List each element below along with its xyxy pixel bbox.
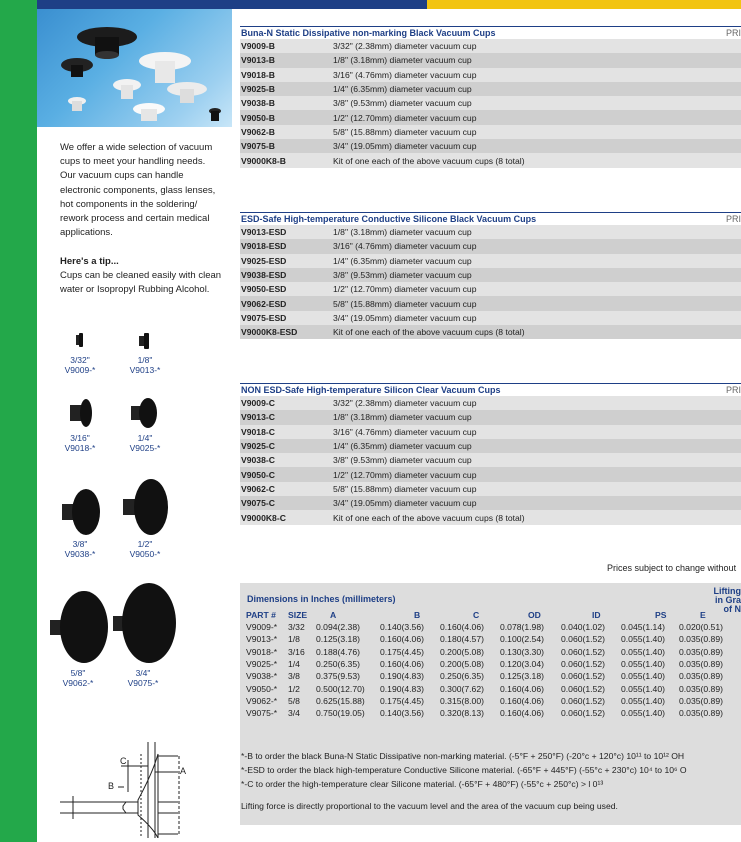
- section-title: [240, 383, 741, 396]
- part-number: V9009-B: [241, 41, 275, 52]
- lifting-force-note: Lifting force is directly proportional to the vacuum level and the area of the vacuum cup being used.: [241, 801, 618, 811]
- lifting-line: in Gra: [714, 595, 741, 605]
- part-number: V9018-C: [241, 426, 275, 437]
- part-description: 3/16" (4.76mm) diameter vacuum cup: [333, 426, 477, 437]
- cup-size: 1/4": [137, 432, 153, 443]
- table-cell: 0.250(6.35): [316, 659, 360, 670]
- table-row: [240, 510, 741, 524]
- table-cell: 0.300(7.62): [440, 683, 484, 694]
- table-cell: 5/8: [288, 695, 300, 706]
- table-cell: 0.188(4.76): [316, 646, 360, 657]
- part-description: 3/8" (9.53mm) diameter vacuum cup: [333, 98, 472, 109]
- cup-icon-1-2: [115, 478, 175, 560]
- table-row: [246, 646, 739, 658]
- part-description: Kit of one each of the above vacuum cups (8 total): [333, 155, 525, 166]
- table-cell: 0.180(4.57): [440, 634, 484, 645]
- part-number: V9062-ESD: [241, 298, 287, 309]
- col-header: PS: [655, 609, 667, 620]
- part-description: 3/4" (19.05mm) diameter vacuum cup: [333, 312, 477, 323]
- table-row: [240, 311, 741, 325]
- green-side-bar: [0, 0, 37, 842]
- table-cell: 0.040(1.02): [561, 622, 605, 633]
- part-description: 3/16" (4.76mm) diameter vacuum cup: [333, 241, 477, 252]
- table-cell: 0.125(3.18): [316, 634, 360, 645]
- part-number: V9000K8-C: [241, 512, 286, 523]
- table-cell: V9009-*: [246, 622, 278, 633]
- price-header: PRI: [725, 28, 741, 38]
- table-row: [246, 670, 739, 682]
- table-cell: 0.160(4.06): [380, 659, 424, 670]
- part-number: V9000K8-ESD: [241, 327, 298, 338]
- part-description: 3/8" (9.53mm) diameter vacuum cup: [333, 270, 472, 281]
- table-cell: 0.200(5.08): [440, 659, 484, 670]
- table-row: [240, 96, 741, 110]
- table-cell: V9025-*: [246, 659, 278, 670]
- intro-line: We offer a wide selection of vacuum: [60, 142, 213, 153]
- product-rows: [240, 396, 741, 525]
- intro-line: Our vacuum cups can handle: [60, 170, 184, 182]
- section-title-text: NON ESD-Safe High-temperature Silicon Clear Vacuum Cups: [241, 385, 501, 395]
- lifting-line: Lifting: [713, 586, 741, 596]
- table-cell: 3/16: [288, 646, 305, 657]
- table-cell: 0.035(0.89): [679, 695, 723, 706]
- part-description: 1/2" (12.70mm) diameter vacuum cup: [333, 284, 477, 295]
- part-number: V9075-ESD: [241, 312, 287, 323]
- table-cell: 0.160(4.06): [500, 683, 544, 694]
- table-cell: 1/8: [288, 634, 300, 645]
- table-cell: 0.055(1.40): [621, 671, 665, 682]
- part-description: 1/8" (3.18mm) diameter vacuum cup: [333, 227, 472, 238]
- cup-part: V9062-*: [62, 678, 94, 688]
- col-header: ID: [592, 609, 601, 620]
- table-row: [240, 53, 741, 67]
- table-row: [240, 496, 741, 510]
- cup-icon-1-4: [115, 396, 175, 454]
- table-row: [240, 453, 741, 467]
- table-cell: 0.160(4.06): [440, 622, 484, 633]
- part-number: V9013-ESD: [241, 227, 287, 238]
- part-description: 1/8" (3.18mm) diameter vacuum cup: [333, 55, 472, 66]
- cup-size: 3/4": [135, 667, 151, 678]
- cup-dimension-drawing: [58, 742, 198, 842]
- table-cell: 0.190(4.83): [380, 683, 424, 694]
- part-number: V9000K8-B: [241, 155, 286, 166]
- table-cell: 0.500(12.70): [316, 683, 365, 694]
- intro-line: hot components in the soldering/: [60, 198, 198, 210]
- part-number: V9075-C: [241, 498, 275, 509]
- table-cell: 0.315(8.00): [440, 695, 484, 706]
- table-row: [240, 68, 741, 82]
- table-cell: V9018-*: [246, 646, 278, 657]
- table-row: [246, 633, 739, 645]
- table-cell: 0.060(1.52): [561, 634, 605, 645]
- intro-text: [60, 141, 230, 240]
- part-number: V9062-B: [241, 126, 275, 137]
- table-cell: 1/2: [288, 683, 300, 694]
- part-description: Kit of one each of the above vacuum cups (8 total): [333, 512, 525, 523]
- cup-part: V9075-*: [127, 678, 159, 688]
- part-number: V9013-B: [241, 55, 275, 66]
- part-number: V9050-B: [241, 112, 275, 123]
- table-cell: 0.035(0.89): [679, 708, 723, 719]
- table-cell: 0.055(1.40): [621, 695, 665, 706]
- cup-part: V9009-*: [64, 365, 96, 375]
- table-cell: 0.055(1.40): [621, 646, 665, 657]
- table-cell: 0.055(1.40): [621, 659, 665, 670]
- cup-size: 3/32": [70, 354, 90, 365]
- table-row: [240, 425, 741, 439]
- cup-icon-3-8: [50, 488, 110, 560]
- cup-icon-3-4: [113, 582, 173, 689]
- table-cell: 0.055(1.40): [621, 708, 665, 719]
- cup-size: 3/8": [72, 538, 88, 549]
- part-number: V9038-ESD: [241, 270, 287, 281]
- table-cell: 0.020(0.51): [679, 622, 723, 633]
- table-cell: 0.035(0.89): [679, 634, 723, 645]
- footnote-b: *-B to order the black Buna-N Static Dissipative non-marking material. (-5°F + 250°F) (-20°c + 120°c) 10¹¹ to 10¹² OH: [241, 751, 685, 761]
- table-cell: 0.320(8.13): [440, 708, 484, 719]
- tip-block: [60, 255, 230, 298]
- table-row: [240, 82, 741, 96]
- tip-line: water or Isopropyl Rubbing Alcohol.: [60, 284, 210, 296]
- table-row: [246, 621, 739, 633]
- price-change-note: Prices subject to change without: [607, 563, 737, 573]
- table-cell: 0.060(1.52): [561, 646, 605, 657]
- section-title: [240, 212, 741, 225]
- cup-icon-3-16: [50, 396, 110, 454]
- table-cell: 0.250(6.35): [440, 671, 484, 682]
- table-row: [246, 658, 739, 670]
- part-number: V9025-ESD: [241, 255, 287, 266]
- cup-icon-3-32: [50, 332, 110, 376]
- lifting-line: of N: [723, 604, 741, 614]
- col-header: A: [330, 609, 337, 620]
- table-cell: 0.190(4.83): [380, 671, 424, 682]
- table-cell: V9050-*: [246, 683, 278, 694]
- top-gold-band: [427, 0, 741, 9]
- part-description: 3/32" (2.38mm) diameter vacuum cup: [333, 398, 477, 409]
- cup-part: V9025-*: [129, 443, 161, 453]
- table-cell: 0.100(2.54): [500, 634, 544, 645]
- intro-line: electronic components, glass lenses,: [60, 184, 216, 196]
- part-description: 5/8" (15.88mm) diameter vacuum cup: [333, 126, 477, 137]
- section-title-text: ESD-Safe High-temperature Conductive Silicone Black Vacuum Cups: [241, 214, 537, 224]
- table-cell: 0.750(19.05): [316, 708, 365, 719]
- table-row: [240, 396, 741, 410]
- intro-line: applications.: [60, 227, 113, 239]
- part-number: V9018-ESD: [241, 241, 287, 252]
- dim-label-c: C: [120, 756, 127, 766]
- table-row: [240, 110, 741, 124]
- table-row: [240, 410, 741, 424]
- part-description: 3/4" (19.05mm) diameter vacuum cup: [333, 141, 477, 152]
- section-title: [240, 26, 741, 39]
- dimensions-header-row: [246, 608, 739, 621]
- part-description: 5/8" (15.88mm) diameter vacuum cup: [333, 298, 477, 309]
- section-title-text: Buna-N Static Dissipative non-marking Black Vacuum Cups: [241, 28, 496, 38]
- dim-label-a: A: [180, 766, 187, 776]
- part-description: 1/2" (12.70mm) diameter vacuum cup: [333, 112, 477, 123]
- cup-size: 5/8": [70, 667, 86, 678]
- table-cell: 0.094(2.38): [316, 622, 360, 633]
- table-cell: 0.130(3.30): [500, 646, 544, 657]
- price-header: PRI: [725, 214, 741, 224]
- table-row: [240, 39, 741, 53]
- part-description: 1/2" (12.70mm) diameter vacuum cup: [333, 469, 477, 480]
- table-row: [246, 707, 739, 719]
- part-description: 5/8" (15.88mm) diameter vacuum cup: [333, 483, 477, 494]
- price-header: PRI: [725, 385, 741, 395]
- intro-line: cups to meet your handling needs.: [60, 156, 206, 168]
- table-row: [240, 268, 741, 282]
- table-cell: V9062-*: [246, 695, 278, 706]
- table-cell: 0.120(3.04): [500, 659, 544, 670]
- part-description: 3/4" (19.05mm) diameter vacuum cup: [333, 498, 477, 509]
- table-cell: 0.160(4.06): [500, 695, 544, 706]
- table-row: [240, 125, 741, 139]
- table-cell: 0.060(1.52): [561, 659, 605, 670]
- part-number: V9038-C: [241, 455, 275, 466]
- col-header: OD: [528, 609, 541, 620]
- part-description: 1/4" (6.35mm) diameter vacuum cup: [333, 255, 472, 266]
- table-cell: 3/32: [288, 622, 305, 633]
- product-rows: [240, 39, 741, 168]
- col-header: PART #: [246, 609, 276, 620]
- part-number: V9025-C: [241, 441, 275, 452]
- part-number: V9025-B: [241, 84, 275, 95]
- table-cell: 0.125(3.18): [500, 671, 544, 682]
- table-row: [240, 296, 741, 310]
- table-cell: 0.175(4.45): [380, 646, 424, 657]
- table-cell: 0.078(1.98): [500, 622, 544, 633]
- section-clear: [240, 383, 741, 525]
- table-cell: 0.035(0.89): [679, 671, 723, 682]
- footnote-c: *-C to order the high-temperature clear Silicone material. (-65°F + 480°F) (-55°c + 250°c) > l 0¹³: [241, 779, 604, 789]
- part-number: V9050-ESD: [241, 284, 287, 295]
- cup-size: 1/2": [137, 538, 153, 549]
- footnote-esd: *-ESD to order the black high-temperature Conductive Silicone material. (-65°F + 445°F) (-55°c + 230°c) 10⁴ to 10⁶ O: [241, 765, 687, 775]
- dimensions-panel: [240, 583, 741, 825]
- cup-size: 3/16": [70, 432, 90, 443]
- cup-part: V9013-*: [129, 365, 161, 375]
- table-cell: 3/4: [288, 708, 300, 719]
- table-row: [240, 325, 741, 339]
- table-row: [240, 467, 741, 481]
- part-description: 1/8" (3.18mm) diameter vacuum cup: [333, 412, 472, 423]
- table-row: [240, 239, 741, 253]
- part-number: V9013-C: [241, 412, 275, 423]
- part-description: 3/16" (4.76mm) diameter vacuum cup: [333, 69, 477, 80]
- dim-label-b: B: [108, 781, 115, 791]
- part-number: V9018-B: [241, 69, 275, 80]
- table-cell: 0.055(1.40): [621, 634, 665, 645]
- table-cell: 0.060(1.52): [561, 695, 605, 706]
- table-cell: 0.060(1.52): [561, 708, 605, 719]
- vacuum-cups-photo: [37, 9, 232, 127]
- table-cell: 0.045(1.14): [621, 622, 665, 633]
- table-cell: 0.625(15.88): [316, 695, 365, 706]
- table-cell: 1/4: [288, 659, 300, 670]
- cup-part: V9038-*: [64, 549, 96, 559]
- table-row: [240, 282, 741, 296]
- part-number: V9038-B: [241, 98, 275, 109]
- table-row: [240, 482, 741, 496]
- part-number: V9075-B: [241, 141, 275, 152]
- table-cell: V9038-*: [246, 671, 278, 682]
- dimensions-body: [246, 621, 739, 719]
- table-cell: 0.060(1.52): [561, 671, 605, 682]
- intro-line: rework process and certain medical: [60, 213, 210, 225]
- cup-size: 1/8": [137, 354, 153, 365]
- part-description: 1/4" (6.35mm) diameter vacuum cup: [333, 441, 472, 452]
- table-cell: 0.200(5.08): [440, 646, 484, 657]
- table-cell: 0.140(3.56): [380, 708, 424, 719]
- col-header: SIZE: [288, 609, 308, 620]
- col-header: B: [414, 609, 421, 620]
- table-row: [240, 254, 741, 268]
- cup-part: V9050-*: [129, 549, 161, 559]
- table-cell: 0.140(3.56): [380, 622, 424, 633]
- cup-icon-5-8: [48, 590, 108, 689]
- table-cell: 0.060(1.52): [561, 683, 605, 694]
- part-number: V9062-C: [241, 483, 275, 494]
- table-cell: 0.035(0.89): [679, 646, 723, 657]
- part-description: Kit of one each of the above vacuum cups (8 total): [333, 327, 525, 338]
- table-cell: 0.055(1.40): [621, 683, 665, 694]
- cup-part: V9018-*: [64, 443, 96, 453]
- table-cell: V9075-*: [246, 708, 278, 719]
- table-row: [246, 682, 739, 694]
- table-cell: 0.160(4.06): [380, 634, 424, 645]
- part-description: 1/4" (6.35mm) diameter vacuum cup: [333, 84, 472, 95]
- table-cell: 0.375(9.53): [316, 671, 360, 682]
- section-buna-n: [240, 26, 741, 168]
- table-row: [240, 153, 741, 167]
- table-row: [246, 695, 739, 707]
- table-cell: 0.175(4.45): [380, 695, 424, 706]
- dimensions-title: Dimensions in Inches (millimeters): [247, 594, 396, 604]
- table-row: [240, 139, 741, 153]
- table-cell: 0.160(4.06): [500, 708, 544, 719]
- tip-line: Cups can be cleaned easily with clean: [60, 270, 222, 282]
- table-row: [240, 225, 741, 239]
- table-row: [240, 439, 741, 453]
- table-cell: V9013-*: [246, 634, 278, 645]
- col-header: E: [700, 609, 706, 620]
- product-rows: [240, 225, 741, 339]
- part-number: V9009-C: [241, 398, 275, 409]
- tip-title: Here's a tip...: [60, 256, 119, 267]
- part-number: V9050-C: [241, 469, 275, 480]
- col-header: C: [473, 609, 480, 620]
- cup-icon-1-8: [115, 332, 175, 376]
- section-esd: [240, 212, 741, 339]
- table-cell: 3/8: [288, 671, 300, 682]
- dimensions-table: [246, 608, 739, 719]
- table-cell: 0.035(0.89): [679, 659, 723, 670]
- part-description: 3/8" (9.53mm) diameter vacuum cup: [333, 455, 472, 466]
- table-cell: 0.035(0.89): [679, 683, 723, 694]
- part-description: 3/32" (2.38mm) diameter vacuum cup: [333, 41, 477, 52]
